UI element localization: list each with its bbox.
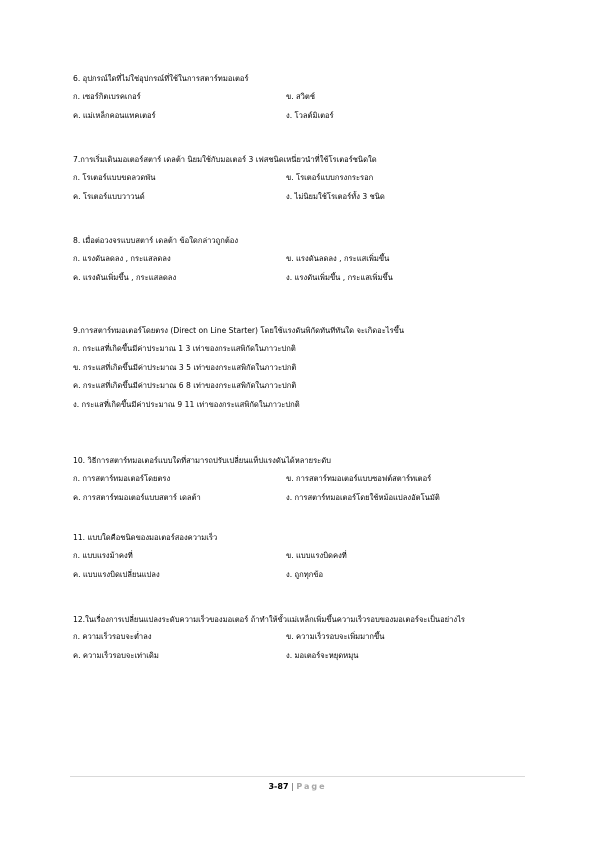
choice-a: ก. เซอร์กิตเบรคเกอร์ <box>73 92 141 101</box>
choice-d: ง. การสตาร์ทมอเตอร์โดยใช้หม้อแปลงอัตโนมัติ <box>286 492 440 502</box>
page-word: Page <box>296 782 327 791</box>
question-11 <box>73 533 533 588</box>
question-9 <box>73 326 533 418</box>
choice-row <box>73 632 533 651</box>
choice-b: ข. กระแสที่เกิดขึ้นมีค่าประมาณ 3 5 เท่าของกระแสพิกัดในภาวะปกติ <box>73 362 297 372</box>
choice-b: ข. โรเตอร์แบบกรงกระรอก <box>286 173 374 182</box>
choice-c: ค. แรงดันเพิ่มขึ้น , กระแสลดลง <box>73 272 177 282</box>
choice-c: ค. แม่เหล็กคอนแทคเตอร์ <box>73 110 156 120</box>
question-stem: 10. วิธีการสตาร์ทมอเตอร์แบบใดที่สามารถปรับเปลี่ยนแท็ปแรงดันได้หลายระดับ <box>73 456 331 465</box>
page-footer <box>0 782 595 791</box>
question-stem: 12.ในเรื่องการเปลี่ยนแปลงระดับความเร็วของมอเตอร์ ถ้าทำให้ขั้วแม่เหล็กเพิ่มขึ้นความเร็วรอบของมอเตอร์จะเป็นอย่างไร <box>73 615 465 624</box>
choice-c: ค. กระแสที่เกิดขึ้นมีค่าประมาณ 6 8 เท่าของกระแสพิกัดในภาวะปกติ <box>73 381 297 390</box>
choice-c: ค. การสตาร์ทมอเตอร์แบบสตาร์ เดลต้า <box>73 492 201 502</box>
choice-row <box>73 273 533 292</box>
choice-a: ก. ความเร็วรอบจะต่ำลง <box>73 632 152 641</box>
choice-d: ง. ไม่นิยมใช้โรเตอร์ทั้ง 3 ชนิด <box>286 191 385 201</box>
choice-row <box>73 651 533 670</box>
choice-c: ค. โรเตอร์แบบวาวนด์ <box>73 191 145 201</box>
choice-d: ง. โวลต์มิเตอร์ <box>286 110 334 120</box>
question-10 <box>73 456 533 511</box>
page-number: 3-87 <box>268 782 289 791</box>
question-7 <box>73 155 533 210</box>
footer-divider <box>70 776 525 777</box>
choice-b: ข. ความเร็วรอบจะเพิ่มมากขึ้น <box>286 632 385 641</box>
choice-row <box>73 92 533 111</box>
choice-b: ข. แรงดันลดลง , กระแสเพิ่มขึ้น <box>286 254 390 263</box>
choice-d: ง. มอเตอร์จะหยุดหมุน <box>286 650 359 660</box>
choice-row <box>73 493 533 512</box>
question-stem: 6. อุปกรณ์ใดที่ไม่ใช่อุปกรณ์ที่ใช้ในการสตาร์ทมอเตอร์ <box>73 74 249 83</box>
choice-row <box>73 254 533 273</box>
question-stem: 7.การเริ่มเดินมอเตอร์สตาร์ เดลต้า นิยมใช้กับมอเตอร์ 3 เฟสชนิดเหนี่ยวนำที่ใช้โรเตอร์ชนิดใด <box>73 155 377 164</box>
question-stem: 11. แบบใดคือชนิดของมอเตอร์สองความเร็ว <box>73 533 218 542</box>
choice-b: ข. สวิตช์ <box>286 92 316 101</box>
choice-b: ข. การสตาร์ทมอเตอร์แบบซอฟต์สตาร์ทเตอร์ <box>286 474 432 483</box>
choice-row <box>73 474 533 493</box>
question-8 <box>73 236 533 291</box>
choice-row <box>73 192 533 211</box>
choice-row <box>73 173 533 192</box>
choice-row <box>73 551 533 570</box>
choice-a: ก. การสตาร์ทมอเตอร์โดยตรง <box>73 474 171 483</box>
choice-d: ง. กระแสที่เกิดขึ้นมีค่าประมาณ 9 11 เท่าของกระแสพิกัดในภาวะปกติ <box>73 399 300 409</box>
question-6 <box>73 74 533 129</box>
choice-a: ก. แรงดันลดลง , กระแสลดลง <box>73 254 171 263</box>
choice-d: ง. ถูกทุกข้อ <box>286 569 324 579</box>
choice-a: ก. โรเตอร์แบบขดลวดพัน <box>73 173 156 182</box>
footer-separator: | <box>291 782 294 791</box>
choice-c: ค. แบบแรงบิดเปลี่ยนแปลง <box>73 569 160 579</box>
choice-b: ข. แบบแรงบิดคงที่ <box>286 551 347 560</box>
choice-a: ก. แบบแรงม้าคงที่ <box>73 551 133 560</box>
choice-c: ค. ความเร็วรอบจะเท่าเดิม <box>73 650 159 660</box>
question-stem: 9.การสตาร์ทมอเตอร์โดยตรง (Direct on Line Starter) โดยใช้แรงดันพิกัดทันทีทันใด จะเกิดอะไรขึ้น <box>73 326 405 335</box>
question-12 <box>73 612 533 669</box>
choice-row <box>73 570 533 589</box>
choice-row <box>73 111 533 130</box>
choice-a: ก. กระแสที่เกิดขึ้นมีค่าประมาณ 1 3 เท่าของกระแสพิกัดในภาวะปกติ <box>73 344 296 353</box>
choice-d: ง. แรงดันเพิ่มขึ้น , กระแสเพิ่มขึ้น <box>286 272 393 282</box>
question-stem: 8. เมื่อต่อวงจรแบบสตาร์ เดลต้า ข้อใดกล่าวถูกต้อง <box>73 236 239 245</box>
